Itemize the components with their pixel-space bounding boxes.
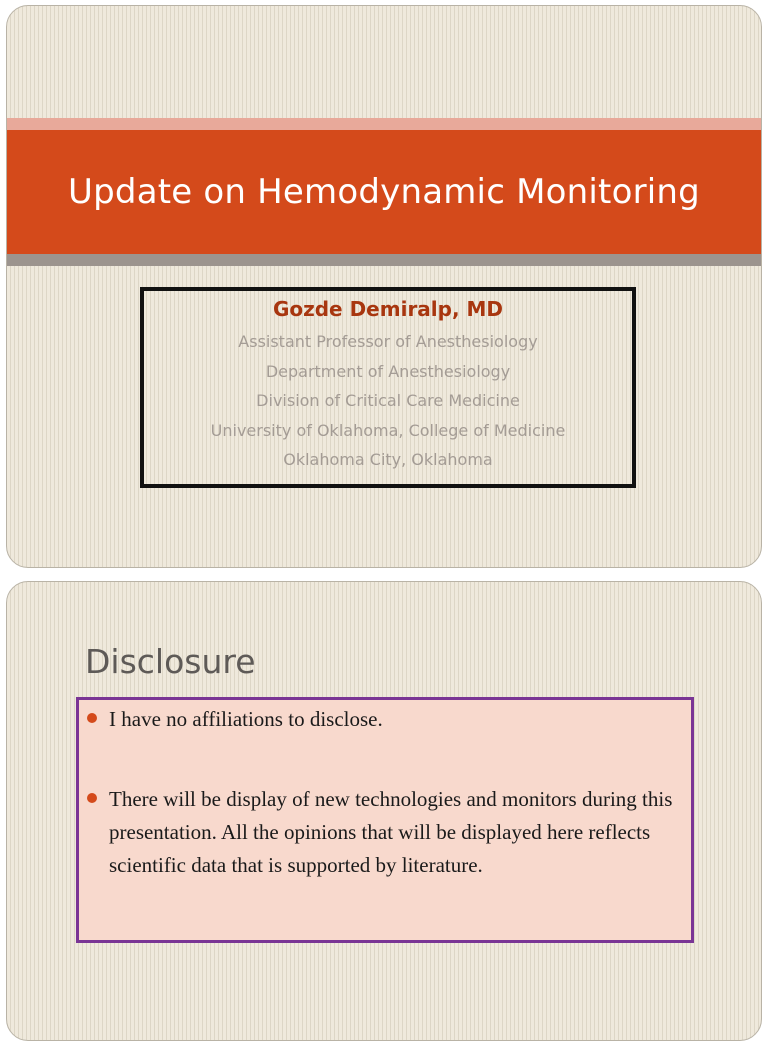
title-slide — [6, 5, 762, 568]
bullet-item — [109, 703, 679, 736]
disclosure-box — [76, 697, 694, 943]
author-box — [140, 287, 636, 488]
bullet-text: I have no affiliations to disclose. — [109, 707, 383, 731]
author-name: Gozde Demiralp, MD — [272, 297, 504, 321]
bullet-text: There will be display of new technologies and monitors during this presentation. All the opinions that will be displayed here reflects scientific data that is supported by literature. — [109, 787, 673, 877]
affiliation-line: Oklahoma City, Oklahoma — [283, 450, 493, 469]
bullet-icon — [87, 793, 97, 803]
affiliation-line: Division of Critical Care Medicine — [256, 391, 520, 410]
affiliation-line: Assistant Professor of Anesthesiology — [238, 332, 538, 351]
presentation-title: Update on Hemodynamic Monitoring — [68, 172, 700, 212]
disclosure-slide — [6, 581, 762, 1041]
bullet-item — [109, 783, 679, 882]
disclosure-title: Disclosure — [85, 642, 256, 681]
title-band-accent-top — [7, 118, 761, 130]
title-band-accent-bottom — [7, 254, 761, 266]
bullet-icon — [87, 713, 97, 723]
affiliation-line: University of Oklahoma, College of Medicine — [210, 420, 566, 440]
title-band — [7, 130, 761, 254]
affiliation-line: Department of Anesthesiology — [265, 361, 511, 381]
